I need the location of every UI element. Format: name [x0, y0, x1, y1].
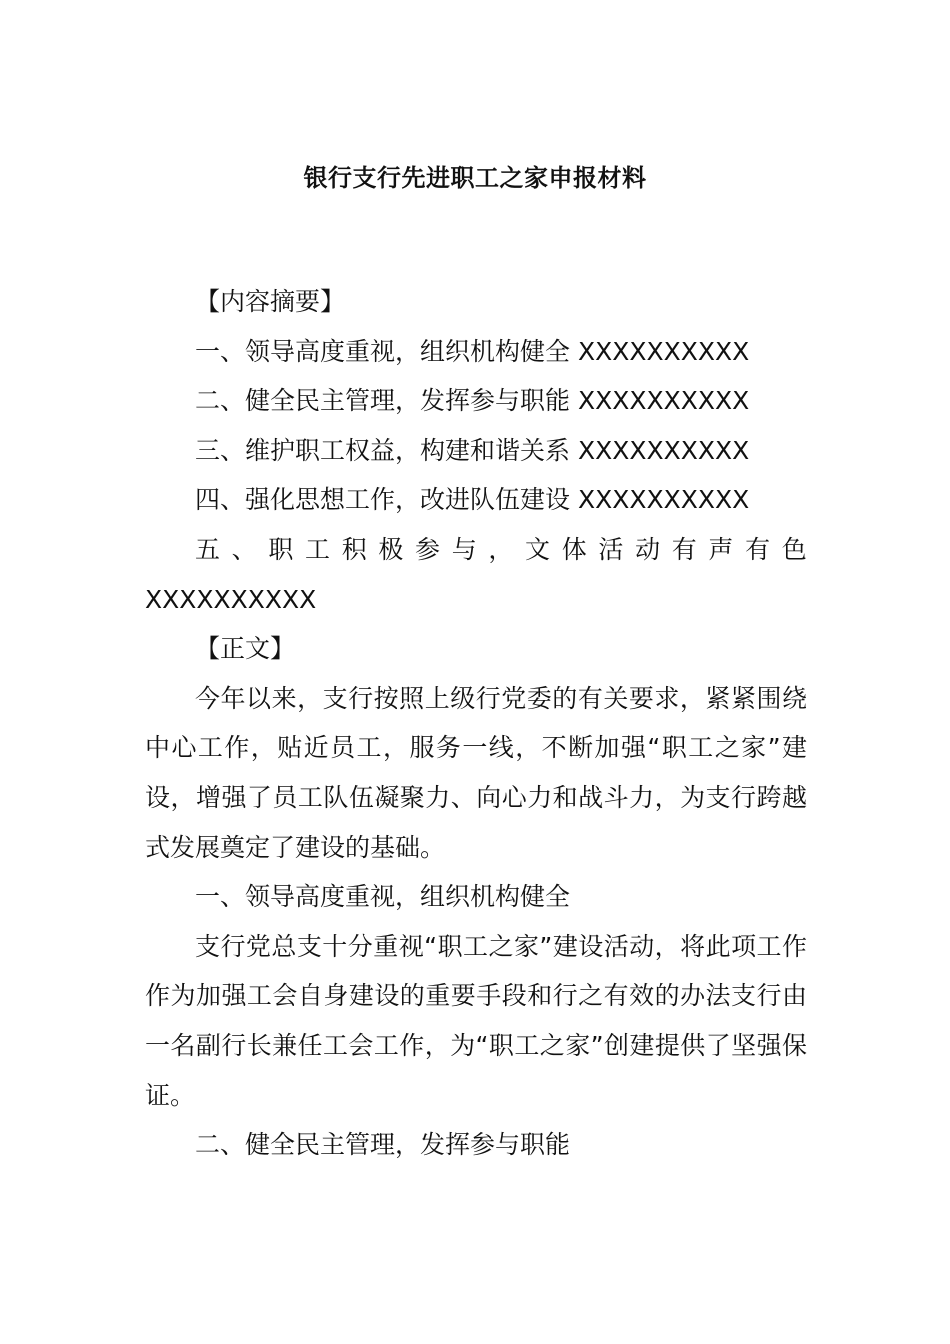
document-title: 银行支行先进职工之家申报材料: [303, 164, 647, 192]
summary-item-5-char: 有: [671, 534, 697, 564]
summary-item-5-char: 极: [378, 534, 404, 564]
summary-item-5-tail: XXXXXXXXXX: [145, 584, 317, 614]
body-paragraph: 今年以来，支行按照上级行党委的有关要求，紧紧围绕中心工作，贴近员工，服务一线，不断加强“职工之家”建设，增强了员工队伍凝聚力、向心力和战斗力，为支行跨越式发展奠定了建设的基础。: [145, 683, 807, 862]
summary-item-5-char: 体: [561, 534, 587, 564]
summary-item-5-char: 积: [341, 534, 367, 564]
summary-item-5-char: 有: [745, 534, 771, 564]
summary-heading: 【内容摘要】: [195, 287, 346, 316]
summary-item-5-char: 声: [708, 534, 734, 564]
document-body: [145, 277, 807, 1170]
summary-item-5-char: 五: [195, 534, 221, 564]
section-heading: 二、健全民主管理，发挥参与职能: [195, 1130, 571, 1160]
summary-item-5-char: 活: [598, 534, 624, 564]
summary-item-5-char: 、: [231, 534, 257, 564]
summary-item-5-char: 色: [781, 534, 807, 564]
summary-item: 二、健全民主管理，发挥参与职能 XXXXXXXXXX: [195, 386, 750, 416]
section-heading: 一、领导高度重视，组织机构健全: [195, 882, 571, 912]
summary-item-5-char: 职: [268, 534, 294, 564]
summary-item-5-char: 文: [525, 534, 551, 564]
summary-item-5-char: ，: [488, 534, 514, 564]
summary-item: 四、强化思想工作，改进队伍建设 XXXXXXXXXX: [195, 485, 750, 515]
summary-item: 一、领导高度重视，组织机构健全 XXXXXXXXXX: [195, 336, 750, 366]
body-heading: 【正文】: [195, 634, 296, 664]
body-paragraph: 支行党总支十分重视“职工之家”建设活动，将此项工作作为加强工会自身建设的重要手段和行之有效的办法支行由一名副行长兼任工会工作，为“职工之家”创建提供了坚强保证。: [145, 931, 807, 1110]
summary-item-5-char: 参: [415, 534, 441, 564]
summary-item-5-char: 动: [635, 534, 661, 564]
summary-item-5: [145, 525, 807, 575]
summary-item: 三、维护职工权益，构建和谐关系 XXXXXXXXXX: [195, 435, 750, 465]
summary-item-5-char: 工: [305, 534, 331, 564]
summary-item-5-char: 与: [451, 534, 477, 564]
